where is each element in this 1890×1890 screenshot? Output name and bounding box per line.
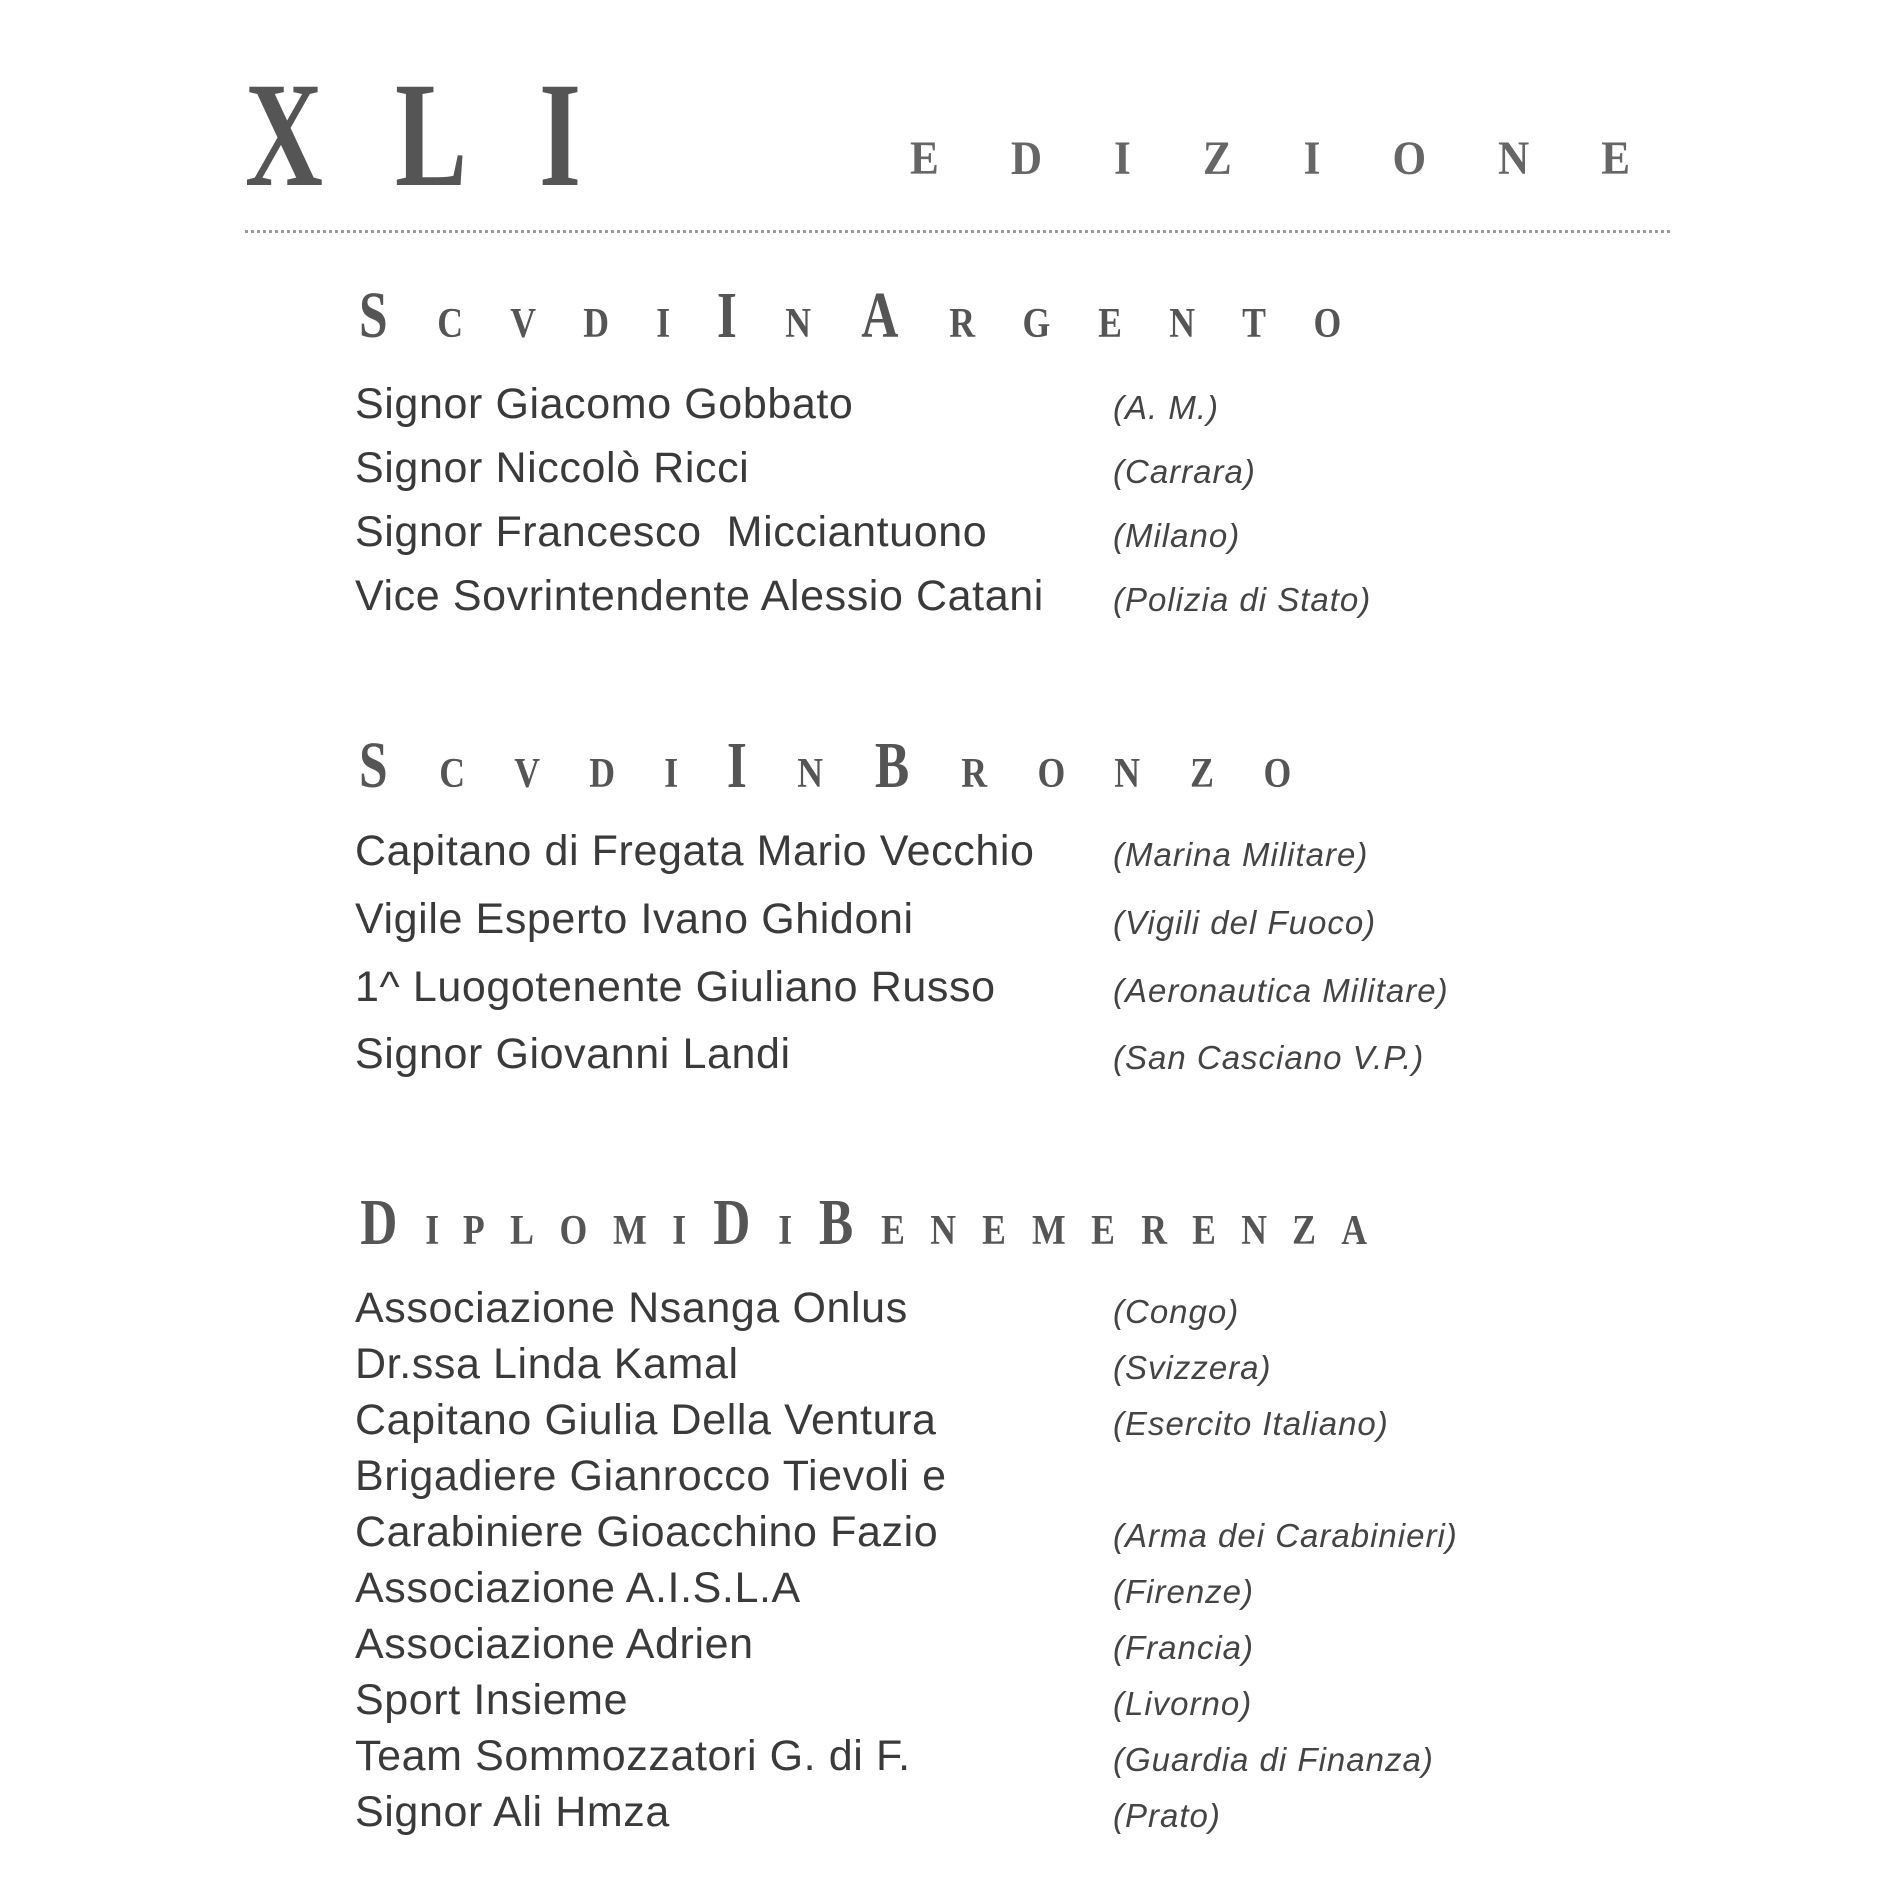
title-letter: E (981, 1208, 1006, 1254)
list-item (355, 1732, 1555, 1780)
recipient-affiliation: (Aeronautica Militare) (1113, 972, 1449, 1009)
edition-number: XLI (245, 52, 654, 218)
recipient-name: Vigile Esperto Ivano Ghidoni (355, 895, 914, 943)
title-letter: N (1241, 1208, 1267, 1254)
list-item (355, 1788, 1555, 1836)
list-item (355, 1340, 1555, 1388)
recipient-affiliation: (Livorno) (1113, 1685, 1253, 1722)
recipient-name: Team Sommozzatori G. di F. (355, 1732, 911, 1780)
recipient-affiliation: (Carrara) (1113, 453, 1256, 490)
section-title-argento (355, 278, 1344, 354)
title-letter: O (1262, 751, 1291, 797)
title-letter: O (559, 1208, 587, 1254)
list-item (355, 1030, 1555, 1078)
title-letter: Z (1292, 1208, 1317, 1254)
title-letter: N (1169, 301, 1195, 347)
title-letter: E (1097, 301, 1122, 347)
title-letter: D (360, 1186, 398, 1259)
recipient-affiliation: (A. M.) (1113, 389, 1219, 426)
recipient-affiliation: (Arma dei Carabinieri) (1113, 1517, 1458, 1554)
title-letter: T (1242, 301, 1267, 347)
list-item (355, 1564, 1555, 1612)
recipient-name: Associazione Adrien (355, 1620, 754, 1668)
section-title-bronzo (355, 728, 1293, 804)
title-letter: M (613, 1208, 648, 1254)
recipient-name: Capitano di Fregata Mario Vecchio (355, 827, 1035, 875)
recipient-affiliation: (Prato) (1113, 1797, 1221, 1834)
title-letter: Z (1189, 751, 1214, 797)
title-letter: N (1114, 751, 1141, 797)
title-letter: C (436, 301, 463, 347)
recipient-name: Signor Giovanni Landi (355, 1030, 791, 1078)
recipient-name: Associazione Nsanga Onlus (355, 1284, 908, 1332)
title-letter: D (713, 1186, 751, 1259)
recipient-affiliation: (Milano) (1113, 517, 1241, 554)
title-letter: R (1140, 1208, 1167, 1254)
list-item (355, 572, 1555, 620)
recipient-name: Signor Francesco Micciantuono (355, 508, 988, 556)
title-letter: I (726, 729, 747, 802)
recipient-name: 1^ Luogotenente Giuliano Russo (355, 963, 996, 1011)
recipient-affiliation: (Congo) (1113, 1293, 1240, 1330)
list-item (355, 827, 1555, 875)
recipient-affiliation: (Polizia di Stato) (1113, 581, 1372, 618)
title-letter: A (1341, 1208, 1368, 1254)
recipient-name: Sport Insieme (355, 1676, 629, 1724)
list-item (355, 1396, 1555, 1444)
title-letter: P (462, 1208, 485, 1254)
title-letter: V (514, 751, 541, 797)
title-letter: I (663, 751, 678, 797)
list-item (355, 1452, 1555, 1500)
recipient-affiliation: (Esercito Italiano) (1113, 1405, 1389, 1442)
list-item (355, 963, 1555, 1011)
list-item (355, 508, 1555, 556)
list-item (355, 1676, 1555, 1724)
title-letter: G (1022, 301, 1051, 347)
title-letter: E (1191, 1208, 1216, 1254)
title-letter: N (930, 1208, 957, 1254)
title-letter: O (1313, 301, 1342, 347)
title-letter: I (716, 279, 737, 352)
title-letter: I (655, 301, 670, 347)
title-letter: I (778, 1208, 793, 1254)
title-letter: I (424, 1208, 439, 1254)
list-item (355, 1508, 1555, 1556)
section-title-diplomi (355, 1185, 1370, 1261)
title-letter: N (785, 301, 811, 347)
list-item (355, 895, 1555, 943)
title-letter: S (359, 279, 388, 352)
title-letter: D (583, 301, 610, 347)
title-letter: C (438, 751, 465, 797)
recipient-affiliation: (Svizzera) (1113, 1349, 1272, 1386)
recipient-affiliation: (Vigili del Fuoco) (1113, 904, 1377, 941)
title-letter: S (359, 729, 388, 802)
title-letter: D (589, 751, 616, 797)
recipient-affiliation: (Francia) (1113, 1629, 1255, 1666)
edition-header (245, 52, 1703, 218)
list-item (355, 444, 1555, 492)
recipient-name: Signor Niccolò Ricci (355, 444, 750, 492)
recipient-name: Signor Giacomo Gobbato (355, 380, 854, 428)
recipient-affiliation: (Marina Militare) (1113, 836, 1369, 873)
recipient-name: Vice Sovrintendente Alessio Catani (355, 572, 1044, 620)
recipient-affiliation: (San Casciano V.P.) (1113, 1039, 1425, 1076)
recipient-affiliation: (Firenze) (1113, 1573, 1255, 1610)
recipient-name: Carabiniere Gioacchino Fazio (355, 1508, 939, 1556)
title-letter: L (509, 1208, 534, 1254)
title-letter: R (961, 751, 988, 797)
recipient-name: Brigadiere Gianrocco Tievoli e (355, 1452, 947, 1500)
recipient-name: Capitano Giulia Della Ventura (355, 1396, 937, 1444)
title-letter: E (1091, 1208, 1116, 1254)
title-letter: N (797, 751, 823, 797)
list-item (355, 1620, 1555, 1668)
title-letter: M (1031, 1208, 1066, 1254)
title-letter: A (861, 279, 899, 352)
title-letter: E (881, 1208, 906, 1254)
list-item (355, 1284, 1555, 1332)
title-letter: R (949, 301, 975, 347)
recipient-affiliation: (Guardia di Finanza) (1113, 1741, 1434, 1778)
title-letter: V (510, 301, 537, 347)
list-item (355, 380, 1555, 428)
recipient-name: Dr.ssa Linda Kamal (355, 1340, 739, 1388)
title-letter: O (1036, 751, 1065, 797)
recipient-name: Associazione A.I.S.L.A (355, 1564, 801, 1612)
recipient-name: Signor Ali Hmza (355, 1788, 670, 1836)
edition-label: EDIZIONE (910, 132, 1703, 185)
title-letter: I (672, 1208, 687, 1254)
dotted-divider (245, 230, 1670, 233)
title-letter: B (819, 1186, 854, 1259)
title-letter: B (874, 729, 910, 802)
